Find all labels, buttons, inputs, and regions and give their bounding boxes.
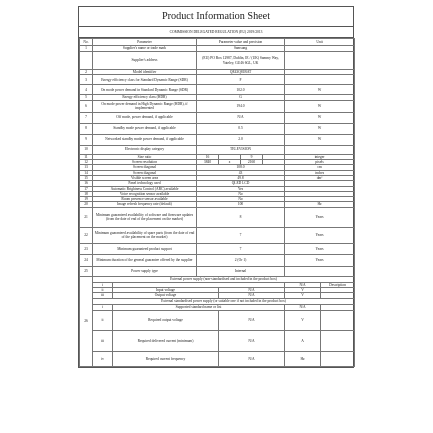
row-number: 13: [80, 165, 93, 170]
row-parameter: Power supply type: [93, 266, 197, 276]
row-unit: Years: [285, 254, 355, 266]
sheet-title: Product Information Sheet: [79, 7, 353, 27]
row-value: Internal: [197, 266, 285, 276]
sub-blank: [321, 310, 355, 330]
row-parameter: Minimum guaranteed availability of spare parts (from the date of end of the placement on the market): [93, 227, 197, 243]
row-value: N/A: [197, 112, 285, 123]
row-value: QE43Q81BAT: [197, 70, 285, 75]
row-unit: W: [285, 134, 355, 145]
table-row: [80, 85, 355, 95]
row-parameter: Energy efficiency class (HDR): [93, 95, 197, 100]
row-parameter: Minimum guaranteed product support: [93, 243, 197, 254]
resolution-width: 3840: [197, 159, 219, 164]
sub-unit: V: [285, 310, 321, 330]
row-value: QLED LCD: [197, 181, 285, 186]
row-value: Samsung: [197, 46, 285, 52]
sub-index: i: [93, 304, 113, 310]
section-header: External power supply (non-standardised and included in the product box): [93, 276, 355, 282]
row-parameter: Screen diagonal: [93, 165, 197, 170]
table-row: [80, 310, 355, 330]
row-number: 17: [80, 186, 93, 191]
row-unit: W: [285, 85, 355, 95]
row-parameter: Supplier's address: [93, 52, 197, 70]
row-value: 108.0: [197, 165, 285, 170]
sub-parameter: Required current frequency: [113, 351, 219, 366]
row-parameter: Automatic Brightness Control (ABC) available: [93, 186, 197, 191]
sub-parameter: Output voltage: [113, 293, 219, 298]
table-row: [80, 123, 355, 134]
table-row: [80, 227, 355, 243]
row-number: 16: [80, 181, 93, 186]
row-number: 7: [80, 112, 93, 123]
row-value: Yes: [197, 186, 285, 191]
row-value: No: [197, 197, 285, 202]
row-parameter: Minimum duration of the general guarantee offered by the supplier: [93, 254, 197, 266]
table-header-row: [80, 39, 355, 46]
table-row: [80, 145, 355, 154]
row-unit: [285, 266, 355, 276]
row-value: 7: [197, 243, 285, 254]
row-value: (EU) PO Box 12987, Dublin, IE / (UK) Sammy Way, Yateley, GU46 6GL, UK: [197, 52, 285, 70]
row-number: 22: [80, 227, 93, 243]
row-parameter: Energy efficiency class for Standard Dynamic Range (SDR): [93, 75, 197, 85]
sub-index: iv: [93, 351, 113, 366]
row-value: 7: [197, 227, 285, 243]
row-unit: inches: [285, 170, 355, 175]
row-number: 9: [80, 134, 93, 145]
sub-index: ii: [93, 288, 113, 293]
row-number: 26: [80, 276, 93, 366]
row-parameter: Size ratio: [93, 154, 197, 159]
row-value: 194.0: [197, 100, 285, 112]
sub-description: Description: [321, 282, 355, 287]
row-unit: [285, 52, 355, 70]
header-unit: Unit: [285, 39, 355, 46]
row-value: 102.0: [197, 85, 285, 95]
row-parameter: Panel technology used: [93, 181, 197, 186]
sub-index: iii: [93, 293, 113, 298]
header-no: No.: [80, 39, 93, 46]
sub-value: N/A: [219, 330, 285, 351]
row-number: 2: [80, 70, 93, 75]
row-parameter: Electronic display category: [93, 145, 197, 154]
row-value: 43: [197, 170, 285, 175]
row-unit: W: [285, 112, 355, 123]
row-unit: W: [285, 123, 355, 134]
row-value: TELEVISION: [197, 145, 285, 154]
sub-index: iii: [93, 330, 113, 351]
row-parameter: Screen diagonal: [93, 170, 197, 175]
row-parameter: Networked standby mode power demand, if applicable: [93, 134, 197, 145]
row-parameter: Minimum guaranteed availability of software and firmware updates (from the date of end of the placement on the market): [93, 207, 197, 227]
row-parameter: On mode power demand in Standard Dynamic Range (SDR): [93, 85, 197, 95]
sub-index: i: [93, 282, 113, 287]
parameter-table: [79, 38, 355, 367]
row-value: F: [197, 75, 285, 85]
row-parameter: On mode power demand in High Dynamic Range (HDR), if implemented: [93, 100, 197, 112]
row-number: 10: [80, 145, 93, 154]
table-row: [80, 100, 355, 112]
section-header: External standardised power supply (or suitable one if not included in the product box): [93, 298, 355, 304]
row-parameter: Model identifier: [93, 70, 197, 75]
row-number: 6: [80, 100, 93, 112]
row-unit: Years: [285, 227, 355, 243]
sub-value: N/A: [219, 310, 285, 330]
row-number: [80, 52, 93, 70]
row-parameter: Screen resolution: [93, 159, 197, 164]
ratio-width: 16: [197, 154, 219, 159]
row-value: 100: [197, 202, 285, 207]
row-number: 4: [80, 85, 93, 95]
sub-parameter: Required output voltage: [113, 310, 219, 330]
row-number: 21: [80, 207, 93, 227]
row-number: 11: [80, 154, 93, 159]
sub-value: N/A: [285, 304, 321, 310]
row-parameter: Image refresh frequency rate (default): [93, 202, 197, 207]
row-unit: [285, 145, 355, 154]
row-unit: Years: [285, 207, 355, 227]
row-value: 8: [197, 207, 285, 227]
product-information-sheet: [78, 6, 354, 368]
sub-parameter: Supported standard name or list: [113, 304, 285, 310]
table-row: [80, 254, 355, 266]
row-parameter: Voice recognition sensor available: [93, 191, 197, 196]
row-number: 24: [80, 254, 93, 266]
resolution-separator: x: [219, 159, 241, 164]
row-number: 20: [80, 202, 93, 207]
sub-value: N/A: [219, 293, 285, 298]
sub-blank: [321, 351, 355, 366]
table-row: [80, 330, 355, 351]
row-unit: Years: [285, 243, 355, 254]
sub-unit: A: [285, 330, 321, 351]
sub-value: N/A: [219, 288, 285, 293]
row-number: 14: [80, 170, 93, 175]
sub-unit: V: [285, 293, 321, 298]
sub-value: N/A: [219, 351, 285, 366]
row-unit: [285, 75, 355, 85]
sub-index: ii: [93, 310, 113, 330]
ratio-height: 9: [241, 154, 263, 159]
row-value: 0.5: [197, 123, 285, 134]
row-value: No: [197, 191, 285, 196]
row-number: 15: [80, 175, 93, 180]
row-unit: cm: [285, 165, 355, 170]
resolution-height: 2160: [241, 159, 263, 164]
row-value: 49.8: [197, 175, 285, 180]
row-value: G: [197, 95, 285, 100]
table-row: [80, 266, 355, 276]
table-row: [80, 207, 355, 227]
row-unit: dm²: [285, 175, 355, 180]
row-unit: W: [285, 100, 355, 112]
table-row: [80, 112, 355, 123]
sub-unit: V: [285, 288, 321, 293]
row-parameter: Off mode, power demand, if applicable: [93, 112, 197, 123]
sub-parameter: Required delivered current (minimum): [113, 330, 219, 351]
row-parameter: Visible screen area: [93, 175, 197, 180]
header-value: Parameter value and precision: [197, 39, 285, 46]
row-unit: Hz: [285, 202, 355, 207]
row-value: 2.0: [197, 134, 285, 145]
row-number: 23: [80, 243, 93, 254]
table-row: [80, 351, 355, 366]
row-parameter: Supplier's name or trade mark: [93, 46, 197, 52]
sub-parameter: Input voltage: [113, 288, 219, 293]
row-number: 18: [80, 191, 93, 196]
table-row: [80, 243, 355, 254]
sub-unit: Hz: [285, 351, 321, 366]
header-parameter: Parameter: [93, 39, 197, 46]
table-row: [80, 52, 355, 70]
row-parameter: Room presence sensor available: [93, 197, 197, 202]
row-parameter: Standby mode power demand, if applicable: [93, 123, 197, 134]
row-number: 12: [80, 159, 93, 164]
sub-blank: [321, 330, 355, 351]
row-number: 1: [80, 46, 93, 52]
sheet-subtitle: COMMISSION DELEGATED REGULATION (EU) 2019/2013: [79, 27, 353, 38]
row-unit: pixels: [285, 159, 355, 164]
table-row: [80, 134, 355, 145]
row-number: 19: [80, 197, 93, 202]
table-row: [80, 75, 355, 85]
row-number: 8: [80, 123, 93, 134]
row-number: 25: [80, 266, 93, 276]
row-number: 5: [80, 95, 93, 100]
row-number: 3: [80, 75, 93, 85]
row-value: 2 (Or 1): [197, 254, 285, 266]
row-unit: integer: [285, 154, 355, 159]
sub-value: N/A: [285, 282, 321, 287]
